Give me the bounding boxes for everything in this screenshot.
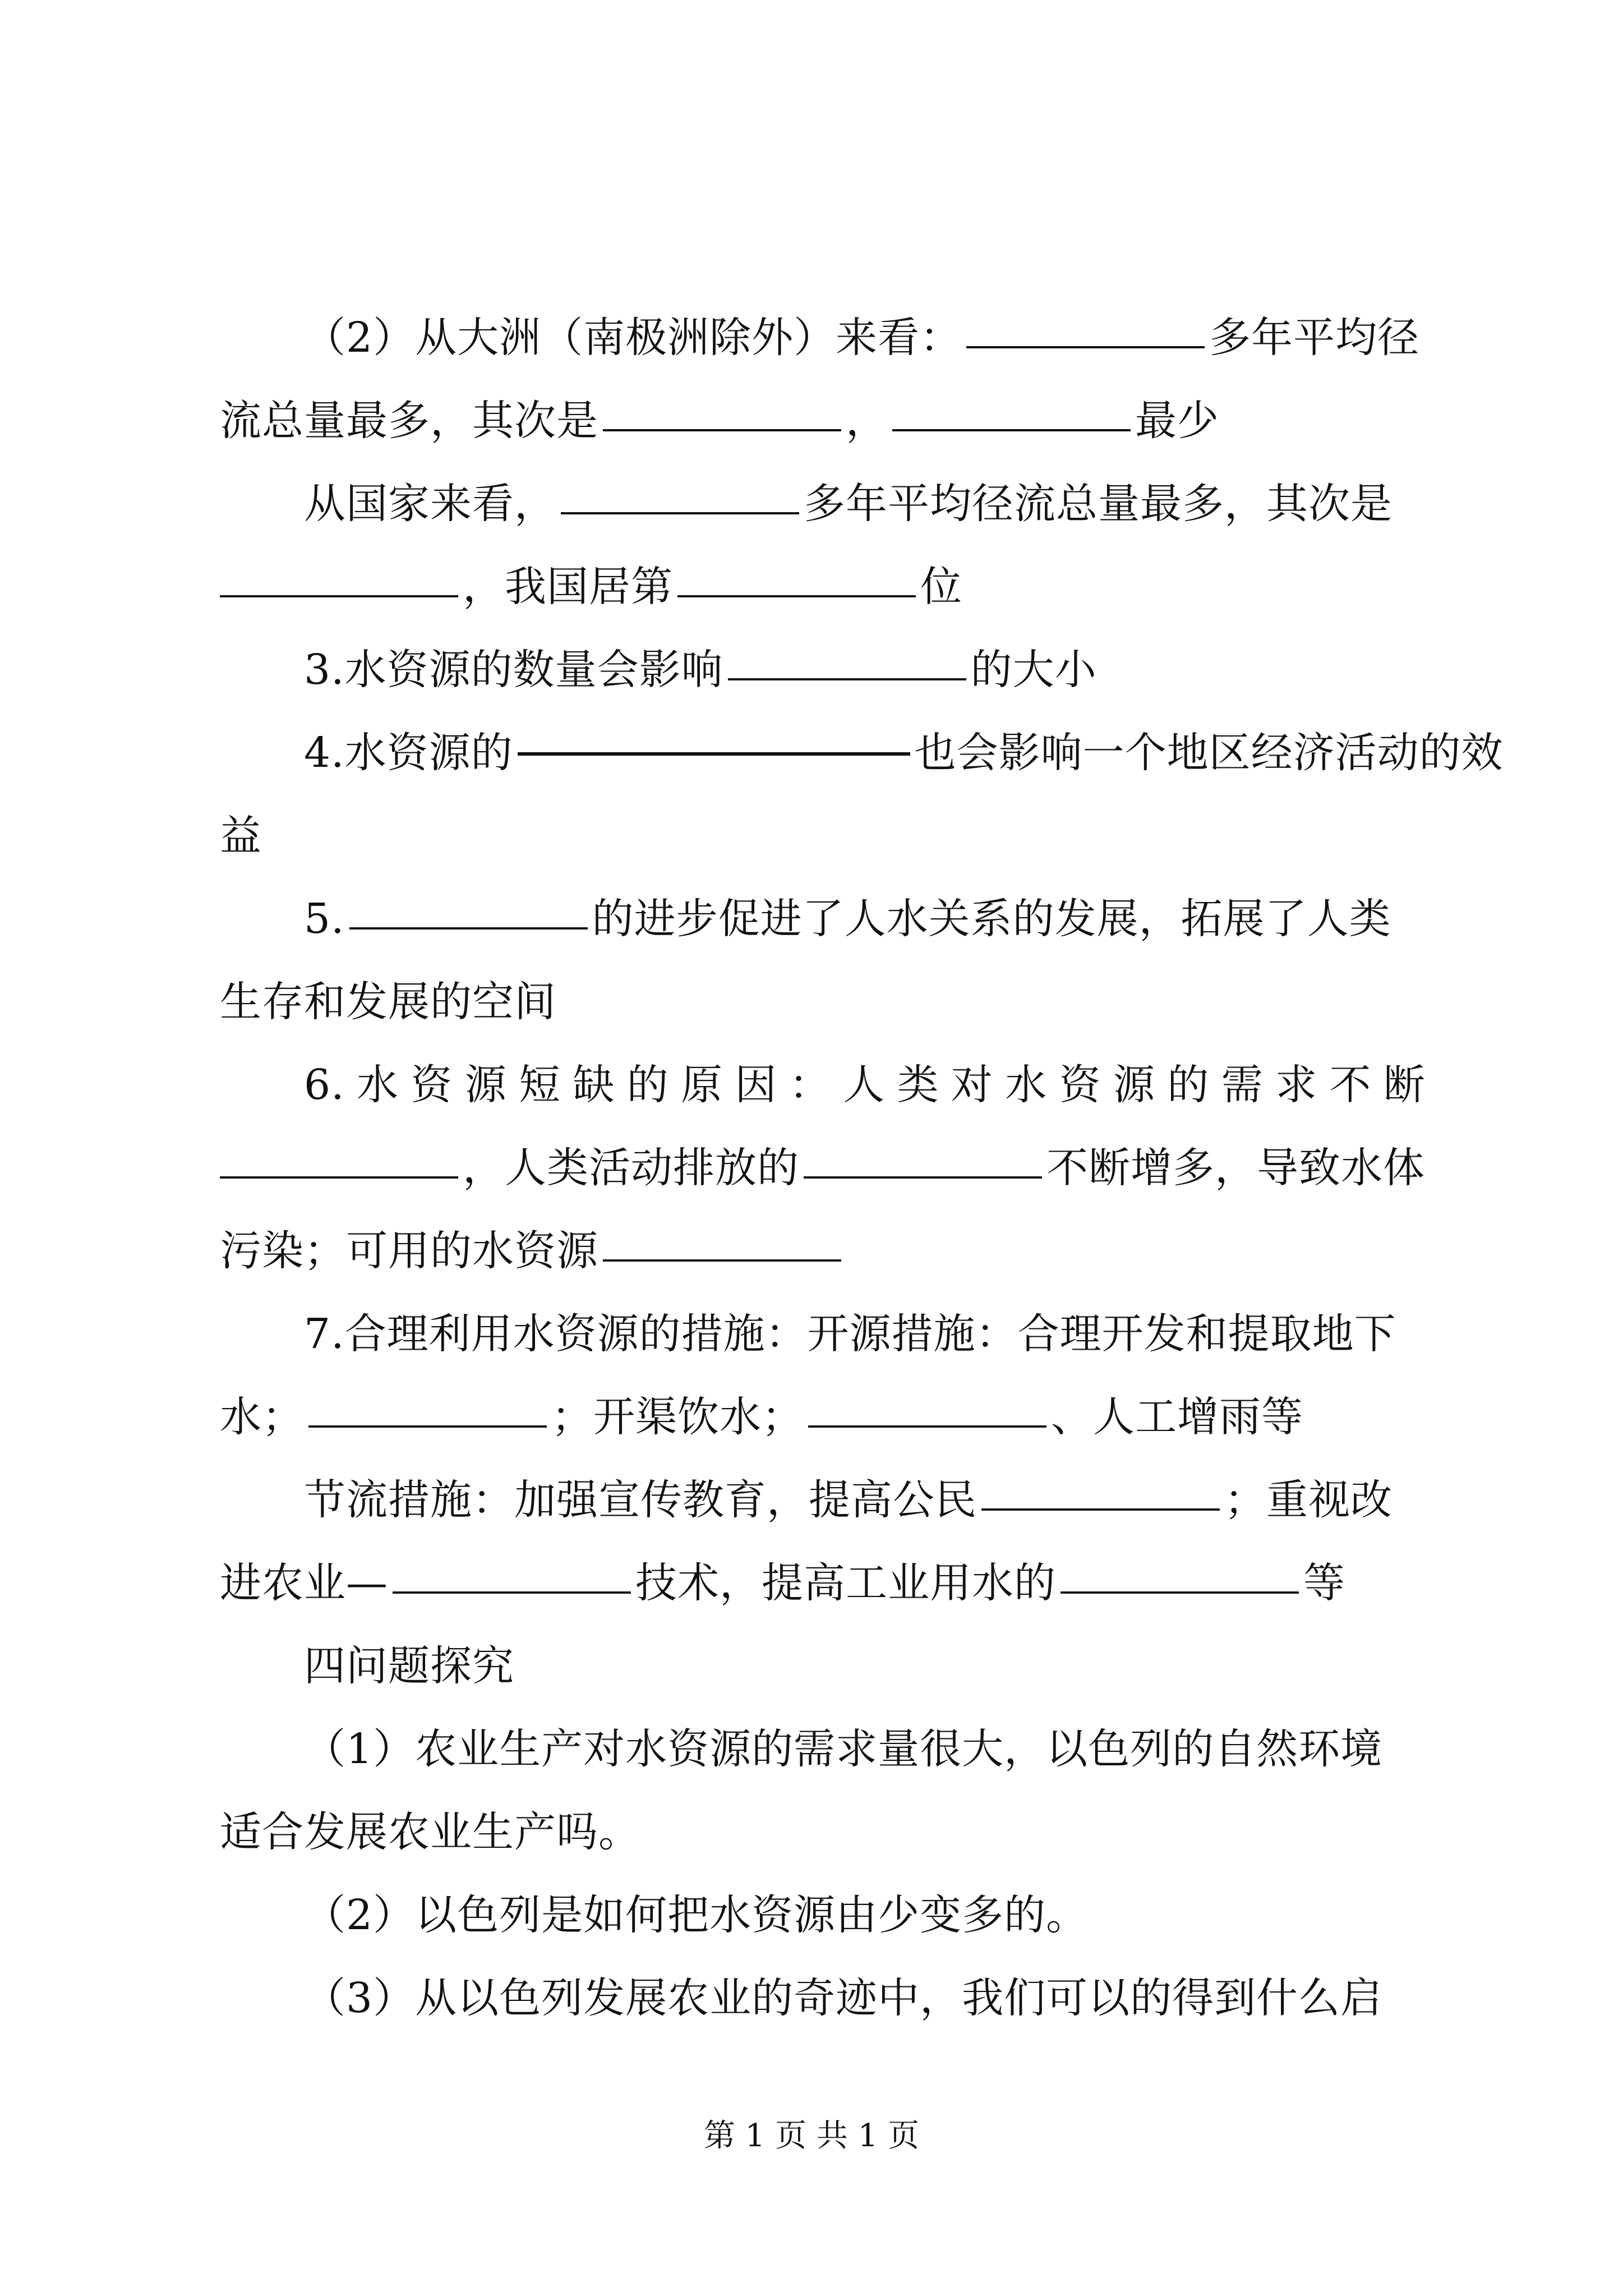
text-char: 类: [897, 1061, 939, 1109]
text-char: 的: [626, 1061, 669, 1109]
text-char: 资: [411, 1061, 453, 1109]
paragraph-line: [220, 1798, 1426, 1866]
fill-blank[interactable]: [804, 1174, 1042, 1179]
paragraph-line: [304, 304, 1426, 371]
text-run: （2）以色列是如何把水资源由少变多的。: [304, 1891, 1089, 1939]
text-char: 原: [681, 1061, 723, 1109]
text-char: 源: [464, 1061, 507, 1109]
fill-blank[interactable]: [728, 676, 966, 680]
paragraph-line: [220, 1549, 1426, 1617]
text-run: 益: [220, 812, 262, 860]
fill-blank[interactable]: [220, 1174, 458, 1179]
text-char: 的: [1167, 1061, 1210, 1109]
text-run: 进农业—: [220, 1559, 388, 1607]
fill-blank[interactable]: [981, 1506, 1220, 1511]
text-run: （2）从大洲（南极洲除外）来看：: [304, 314, 962, 362]
text-run: 节流措施：加强宣传教育，提高公民: [304, 1476, 977, 1524]
text-run: 3.水资源的数量会影响: [304, 646, 723, 694]
text-run: 多年平均径: [1209, 314, 1420, 362]
fill-blank[interactable]: [1061, 1589, 1299, 1594]
text-run: 污染；可用的水资源: [220, 1227, 598, 1275]
fill-blank[interactable]: [603, 427, 841, 431]
paragraph-line: [304, 470, 1426, 537]
paragraph-line: [220, 802, 1426, 869]
fill-blank[interactable]: [308, 1423, 547, 1428]
fill-blank[interactable]: [966, 344, 1205, 348]
text-run: 最少: [1135, 397, 1219, 445]
paragraph-line: [220, 1383, 1426, 1451]
text-run: 流总量最多，其次是: [220, 397, 598, 445]
text-run: 多年平均径流总量最多，其次是: [804, 480, 1393, 528]
paragraph-line: [304, 1964, 1426, 2032]
text-run: 四问题探究: [304, 1642, 514, 1690]
text-run: 生存和发展的空间: [220, 978, 556, 1026]
text-run: （1）农业生产对水资源的需求量很大，以色列的自然环境: [304, 1725, 1383, 1773]
paragraph-line: [304, 719, 1504, 786]
text-run: 的大小: [970, 646, 1097, 694]
text-run: ，人类活动排放的: [463, 1144, 799, 1192]
text-char: 不: [1329, 1061, 1372, 1109]
paragraph-line: [220, 968, 1426, 1036]
text-run: 4.水资源的: [304, 729, 513, 777]
text-run: 适合发展农业生产吗。: [220, 1808, 640, 1856]
text-char: 短: [519, 1061, 561, 1109]
text-run: ；开渠饮水；: [551, 1393, 804, 1441]
paragraph-line: [304, 1881, 1426, 1949]
text-char: 求: [1275, 1061, 1318, 1109]
text-char: 对: [951, 1061, 993, 1109]
fill-blank[interactable]: [220, 593, 458, 597]
paragraph-line-justified: [304, 1051, 1426, 1119]
text-run: 等: [1303, 1559, 1345, 1607]
paragraph-line: [220, 387, 1426, 454]
text-char: 6.: [304, 1061, 345, 1109]
text-char: 水: [1005, 1061, 1048, 1109]
paragraph-line: [304, 1300, 1426, 1368]
fill-blank[interactable]: [561, 510, 799, 514]
paragraph-line: [220, 1134, 1426, 1202]
paragraph-line: [304, 1715, 1426, 1783]
text-char: 水: [356, 1061, 399, 1109]
text-run: 技术，提高工业用水的: [635, 1559, 1056, 1607]
page-footer: 第 1 页 共 1 页: [703, 2118, 920, 2154]
text-char: 需: [1221, 1061, 1264, 1109]
section-heading: [304, 1632, 1426, 1700]
fill-blank[interactable]: [808, 1423, 1046, 1428]
text-run: 位: [920, 563, 962, 611]
text-run: ，: [846, 397, 888, 445]
text-run: （3）从以色列发展农业的奇迹中，我们可以的得到什么启: [304, 1974, 1383, 2022]
text-char: 人: [843, 1061, 886, 1109]
fill-blank[interactable]: [349, 925, 588, 930]
paragraph-line: [220, 1217, 1426, 1285]
paragraph-line: [220, 553, 1426, 620]
text-run: ；重视改: [1224, 1476, 1393, 1524]
text-run: 5.: [304, 895, 345, 943]
fill-blank[interactable]: [518, 750, 910, 756]
text-run: 7.合理利用水资源的措施：开源措施：合理开发和提取地下: [304, 1310, 1396, 1358]
text-run: 水；: [220, 1393, 304, 1441]
fill-blank[interactable]: [393, 1589, 631, 1594]
paragraph-line: [304, 885, 1426, 953]
text-run: 也会影响一个地区经济活动的效: [914, 729, 1504, 777]
text-run: ，我国居第: [463, 563, 673, 611]
text-char: 源: [1113, 1061, 1155, 1109]
fill-blank[interactable]: [892, 427, 1131, 431]
text-char: 资: [1059, 1061, 1101, 1109]
paragraph-line: [304, 1466, 1426, 1534]
fill-blank[interactable]: [677, 593, 916, 597]
text-char: 缺: [573, 1061, 615, 1109]
text-run: 从国家来看，: [304, 480, 556, 528]
text-run: 、人工增雨等: [1051, 1393, 1303, 1441]
text-char: 断: [1383, 1061, 1426, 1109]
text-run: 的进步促进了人水关系的发展，拓展了人类: [592, 895, 1391, 943]
fill-blank[interactable]: [603, 1257, 841, 1262]
text-char: 因: [735, 1061, 777, 1109]
text-run: 不断增多，导致水体: [1046, 1144, 1425, 1192]
paragraph-line: [304, 636, 1426, 703]
text-char: ：: [789, 1061, 831, 1109]
